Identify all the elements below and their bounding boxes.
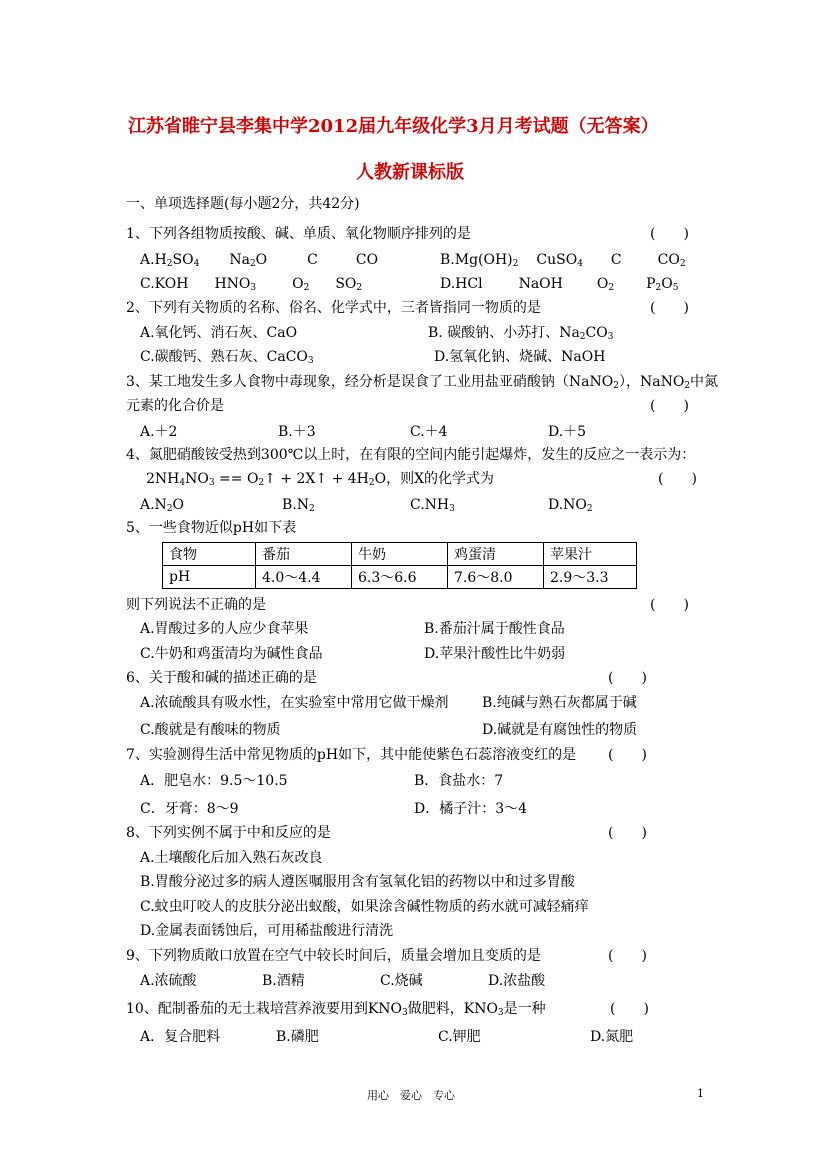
q9-option-a: A.浓硫酸 (140, 973, 197, 989)
q10-stem: 10、配制番茄的无土栽培营养液要用到$KNO_3$做肥料，$KNO_3$是一种 (126, 1001, 546, 1018)
table-cell: 4.0～4.4 (256, 566, 352, 589)
q1-answer-blank: ( ) (650, 226, 689, 242)
q7-option-a: A．肥皂水：9.5～10.5 (140, 773, 288, 789)
table-cell: 食物 (163, 543, 256, 566)
q5-answer-blank: ( ) (650, 597, 689, 613)
q2-option-d: D.氢氧化钠、烧碱、NaOH (434, 349, 606, 365)
q8-option-a: A.土壤酸化后加入熟石灰改良 (140, 850, 323, 866)
q8-option-b: B.胃酸分泌过多的病人遵医嘱服用含有氢氧化铝的药物以中和过多胃酸 (140, 874, 575, 890)
q9-option-d: D.浓盐酸 (488, 973, 546, 989)
footer-motto: 用心 爱心 专心 (367, 1089, 455, 1102)
q1-option-b: $B.Mg(OH)_2$ CuSO$_4$ C $CO_2$ (440, 252, 686, 269)
table-cell: pH (163, 566, 256, 589)
q2-stem: 2、下列有关物质的名称、俗名、化学式中，三者皆指同一物质的是 (126, 300, 541, 316)
q3-option-d: D.＋5 (548, 424, 587, 440)
q3-option-c: C.＋4 (410, 424, 448, 440)
q5-option-c: C.牛奶和鸡蛋清均为碱性食品 (140, 646, 323, 662)
table-cell: 番茄 (256, 543, 352, 566)
q1-option-a: $A.H_2SO_4$ $Na_2O$ C CO (140, 252, 379, 269)
q3-option-b: B.＋3 (278, 424, 316, 440)
q9-option-b: B.酒精 (262, 973, 305, 989)
q7-answer-blank: ( ) (608, 747, 647, 763)
table-row (163, 566, 637, 589)
q6-option-c: C.酸就是有酸味的物质 (140, 722, 281, 738)
q4-option-c: $C.NH_3$ (410, 497, 455, 514)
q8-answer-blank: ( ) (608, 825, 647, 841)
table-cell: 7.6～8.0 (448, 566, 544, 589)
q4-option-a: $A.N_2O$ (140, 497, 185, 514)
q5-option-b: B.番茄汁属于酸性食品 (424, 621, 565, 637)
q10-option-d: D.氮肥 (590, 1029, 634, 1045)
q4-answer-blank: ( ) (658, 471, 697, 487)
q3-answer-blank: ( ) (650, 398, 689, 414)
q6-option-d: D.碱就是有腐蚀性的物质 (482, 722, 638, 738)
q1-option-c: C.KOH $HNO_3$ $O_2$ $SO_2$ (140, 276, 363, 293)
table-cell: 牛奶 (352, 543, 448, 566)
q4-option-b: $B.N_2$ (282, 497, 315, 514)
q10-option-a: A．复合肥料 (140, 1029, 221, 1045)
q2-answer-blank: ( ) (650, 300, 689, 316)
q5-option-a: A.胃酸过多的人应少食苹果 (140, 621, 309, 637)
document-title-line2: 人教新课标版 (356, 162, 464, 183)
page-number: 1 (697, 1087, 704, 1100)
q1-stem: 1、下列各组物质按酸、碱、单质、氧化物顺序排列的是 (126, 226, 471, 242)
q9-stem: 9、下列物质敞口放置在空气中较长时间后，质量会增加且变质的是 (126, 948, 541, 964)
q8-option-c: C.蚊虫叮咬人的皮肤分泌出蚁酸，如果涂含碱性物质的药水就可减轻痛痒 (140, 899, 589, 915)
q4-stem: 4、氮肥硝酸铵受热到300℃以上时，在有限的空间内能引起爆炸，发生的反应之一表示为： (126, 447, 696, 463)
q5-option-d: D.苹果汁酸性比牛奶弱 (424, 646, 566, 662)
q5-question: 则下列说法不正确的是 (126, 597, 266, 613)
q4-option-d: $D.NO_2$ (548, 497, 593, 514)
q6-option-b: B.纯碱与熟石灰都属于碱 (482, 695, 637, 711)
q2-option-c: C.碳酸钙、熟石灰、CaCO$_3$ (140, 349, 314, 366)
q3-stem-line2: 元素的化合价是 (126, 398, 224, 414)
q6-stem: 6、关于酸和碱的描述正确的是 (126, 670, 317, 686)
table-cell: 苹果汁 (544, 543, 637, 566)
q5-stem: 5、一些食物近似pH如下表 (126, 520, 297, 536)
q2-option-a: A.氧化钙、消石灰、CaO (140, 325, 298, 341)
q10-answer-blank: ( ) (610, 1001, 649, 1017)
document-title-line1: 江苏省睢宁县李集中学2012届九年级化学3月月考试题（无答案） (128, 116, 659, 137)
q7-stem: 7、实验测得生活中常见物质的pH如下，其中能使紫色石蕊溶液变红的是 (126, 747, 577, 763)
table-cell: 2.9～3.3 (544, 566, 637, 589)
q4-equation: $2NH_4NO_3$ == $O_2↑$ + 2X↑ + $4H_2O$，则X的化学式为 (146, 471, 495, 488)
q7-option-c: C．牙膏：8～9 (140, 801, 239, 817)
q1-option-d: D.HCl NaOH $O_2$ $P_2O_5$ (440, 276, 679, 293)
q9-option-c: C.烧碱 (380, 973, 423, 989)
q10-option-b: B.磷肥 (276, 1029, 319, 1045)
ph-table (162, 542, 637, 589)
q6-option-a: A.浓硫酸具有吸水性，在实验室中常用它做干燥剂 (140, 695, 449, 711)
q7-option-d: D．橘子汁：3～4 (414, 801, 528, 817)
table-cell: 6.3～6.6 (352, 566, 448, 589)
q3-option-a: A.＋2 (140, 424, 178, 440)
q6-answer-blank: ( ) (608, 670, 647, 686)
q8-stem: 8、下列实例不属于中和反应的是 (126, 825, 331, 841)
q10-option-c: C.钾肥 (438, 1029, 481, 1045)
q2-option-b: B. 碳酸钠、小苏打、$Na_2CO_3$ (428, 325, 614, 342)
q7-option-b: B．食盐水：7 (414, 773, 504, 789)
section-heading: 一、单项选择题(每小题2分，共42分) (126, 196, 360, 212)
table-cell: 鸡蛋清 (448, 543, 544, 566)
q3-stem-line1: 3、某工地发生多人食物中毒现象，经分析是误食了工业用盐亚硝酸钠（NaNO$_2$），NaNO$_2$中氮 (126, 374, 719, 391)
table-row (163, 543, 637, 566)
q8-option-d: D.金属表面锈蚀后，可用稀盐酸进行清洗 (140, 923, 394, 939)
q9-answer-blank: ( ) (608, 948, 647, 964)
